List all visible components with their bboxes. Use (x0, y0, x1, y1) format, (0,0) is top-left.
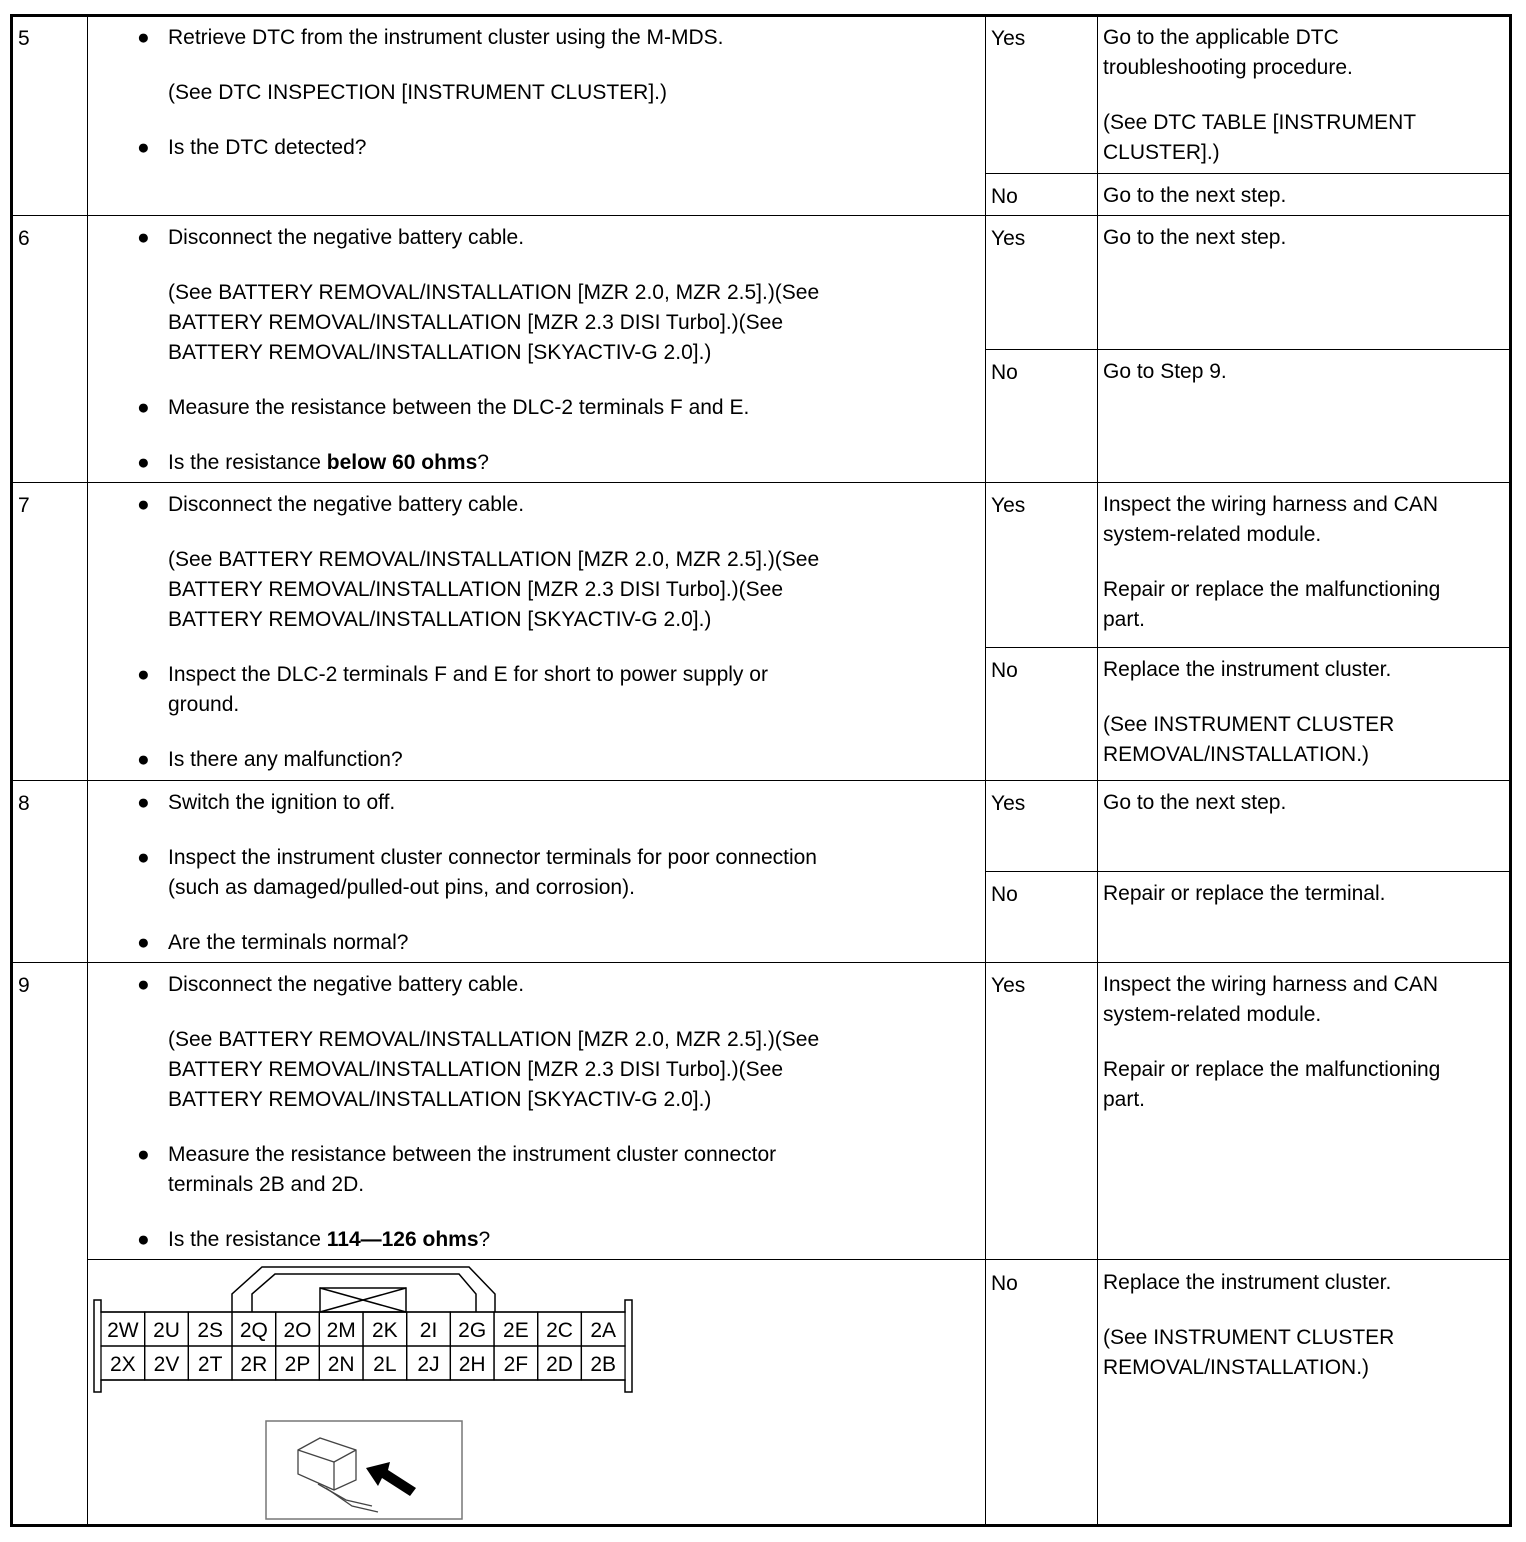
question-text: Is the resistance 114—126 ohms? (168, 1228, 491, 1251)
no-action: Repair or replace the terminal. (1103, 882, 1386, 905)
reference-text: (See DTC INSPECTION [INSTRUMENT CLUSTER].) (168, 81, 667, 104)
bullet: ● (137, 396, 150, 419)
connector-pin-label: 2E (503, 1319, 529, 1342)
reference-text: BATTERY REMOVAL/INSTALLATION [SKYACTIV-G 2.0].) (168, 341, 712, 364)
yes-action: Repair or replace the malfunctioning (1103, 1058, 1441, 1081)
instruction-text: (such as damaged/pulled-out pins, and corrosion). (168, 876, 635, 899)
no-label: No (991, 883, 1018, 906)
instruction-text: Measure the resistance between the instrument cluster connector (168, 1143, 777, 1166)
bullet: ● (137, 136, 150, 159)
connector-pin-label: 2M (326, 1319, 356, 1342)
question-text: Is the DTC detected? (168, 136, 367, 159)
arrow-icon (366, 1462, 416, 1496)
yes-action: Inspect the wiring harness and CAN (1103, 973, 1439, 996)
yes-action: system-related module. (1103, 523, 1322, 546)
yes-label: Yes (991, 494, 1026, 517)
reference-text: (See BATTERY REMOVAL/INSTALLATION [MZR 2.0, MZR 2.5].)(See (168, 1028, 820, 1051)
instruction-text: Switch the ignition to off. (168, 791, 396, 814)
connector-plug-icon (298, 1438, 378, 1512)
step-number: 9 (18, 974, 30, 997)
yes-action: Inspect the wiring harness and CAN (1103, 493, 1439, 516)
connector-pin-label: 2C (546, 1319, 573, 1342)
instruction-text: Inspect the DLC-2 terminals F and E for short to power supply or (168, 663, 768, 686)
yes-label: Yes (991, 974, 1026, 997)
question-text: Are the terminals normal? (168, 931, 409, 954)
connector-pin-label: 2A (590, 1319, 617, 1342)
reference-text: (See BATTERY REMOVAL/INSTALLATION [MZR 2.0, MZR 2.5].)(See (168, 281, 820, 304)
connector-pin-label: 2L (373, 1353, 397, 1376)
connector-pin-label: 2N (327, 1353, 355, 1376)
yes-label: Yes (991, 27, 1026, 50)
bullet: ● (137, 26, 150, 49)
bullet: ● (137, 973, 150, 996)
connector-pin-label: 2K (372, 1319, 398, 1342)
bullet: ● (137, 493, 150, 516)
no-action: Replace the instrument cluster. (1103, 658, 1392, 681)
bullet: ● (137, 226, 150, 249)
question-text: Is the resistance below 60 ohms? (168, 451, 489, 474)
no-action: REMOVAL/INSTALLATION.) (1103, 743, 1370, 766)
yes-action: Go to the next step. (1103, 791, 1287, 814)
instruction-text: Inspect the instrument cluster connector terminals for poor connection (168, 846, 817, 869)
bullet: ● (137, 1228, 150, 1251)
yes-action: troubleshooting procedure. (1103, 56, 1353, 79)
connector-pin-label: 2S (197, 1319, 224, 1342)
connector-pin-grid (101, 1312, 625, 1380)
instruction-text: Disconnect the negative battery cable. (168, 226, 525, 249)
connector-pin-label: 2I (419, 1319, 438, 1342)
reference-text: BATTERY REMOVAL/INSTALLATION [MZR 2.3 DISI Turbo].)(See (168, 1058, 783, 1081)
bullet: ● (137, 931, 150, 954)
step-number: 7 (18, 494, 30, 517)
reference-text: BATTERY REMOVAL/INSTALLATION [SKYACTIV-G 2.0].) (168, 608, 712, 631)
step-number: 8 (18, 792, 30, 815)
reference-text: BATTERY REMOVAL/INSTALLATION [SKYACTIV-G 2.0].) (168, 1088, 712, 1111)
connector-pin-label: 2T (197, 1353, 223, 1376)
no-label: No (991, 1272, 1018, 1295)
instruction-text: Measure the resistance between the DLC-2 terminals F and E. (168, 396, 750, 419)
connector-pin-label: 2B (590, 1353, 617, 1376)
yes-action: system-related module. (1103, 1003, 1322, 1026)
yes-label: Yes (991, 227, 1026, 250)
connector-pin-label: 2Q (239, 1319, 268, 1342)
no-label: No (991, 361, 1018, 384)
no-action: (See INSTRUMENT CLUSTER (1103, 1326, 1395, 1349)
instruction-text: terminals 2B and 2D. (168, 1173, 365, 1196)
yes-action: Go to the next step. (1103, 226, 1287, 249)
bullet: ● (137, 1143, 150, 1166)
yes-action: Repair or replace the malfunctioning (1103, 578, 1441, 601)
connector-pin-label: 2X (109, 1353, 136, 1376)
connector-pin-label: 2D (546, 1353, 573, 1376)
connector-pin-label: 2R (240, 1353, 268, 1376)
connector-pin-label: 2P (284, 1353, 311, 1376)
no-action: (See INSTRUMENT CLUSTER (1103, 713, 1395, 736)
yes-action: (See DTC TABLE [INSTRUMENT (1103, 111, 1417, 134)
bullet: ● (137, 451, 150, 474)
connector-pin-label: 2W (107, 1319, 139, 1342)
reference-text: (See BATTERY REMOVAL/INSTALLATION [MZR 2.0, MZR 2.5].)(See (168, 548, 820, 571)
no-action: Go to the next step. (1103, 184, 1287, 207)
reference-text: BATTERY REMOVAL/INSTALLATION [MZR 2.3 DISI Turbo].)(See (168, 311, 783, 334)
question-text: Is there any malfunction? (168, 748, 403, 771)
connector-pin-label: 2H (458, 1353, 486, 1376)
connector-pin-label: 2U (153, 1319, 180, 1342)
connector-pin-label: 2G (458, 1319, 487, 1342)
instruction-text: Disconnect the negative battery cable. (168, 973, 525, 996)
connector-pin-label: 2O (283, 1319, 312, 1342)
yes-action: part. (1103, 1088, 1146, 1111)
bullet: ● (137, 663, 150, 686)
step-number: 5 (18, 27, 30, 50)
yes-action: CLUSTER].) (1103, 141, 1220, 164)
connector-pin-label: 2J (417, 1353, 440, 1376)
yes-action: Go to the applicable DTC (1103, 26, 1339, 49)
instruction-text: ground. (168, 693, 240, 716)
instruction-text: Disconnect the negative battery cable. (168, 493, 525, 516)
bullet: ● (137, 791, 150, 814)
no-action: Replace the instrument cluster. (1103, 1271, 1392, 1294)
no-label: No (991, 659, 1018, 682)
step-number: 6 (18, 227, 30, 250)
reference-text: BATTERY REMOVAL/INSTALLATION [MZR 2.3 DISI Turbo].)(See (168, 578, 783, 601)
connector-pin-label: 2F (503, 1353, 529, 1376)
connector-pin-label: 2V (153, 1353, 180, 1376)
no-label: No (991, 185, 1018, 208)
no-action: Go to Step 9. (1103, 360, 1227, 383)
bullet: ● (137, 748, 150, 771)
yes-label: Yes (991, 792, 1026, 815)
instruction-text: Retrieve DTC from the instrument cluster using the M-MDS. (168, 26, 724, 49)
no-action: REMOVAL/INSTALLATION.) (1103, 1356, 1370, 1379)
yes-action: part. (1103, 608, 1146, 631)
bullet: ● (137, 846, 150, 869)
